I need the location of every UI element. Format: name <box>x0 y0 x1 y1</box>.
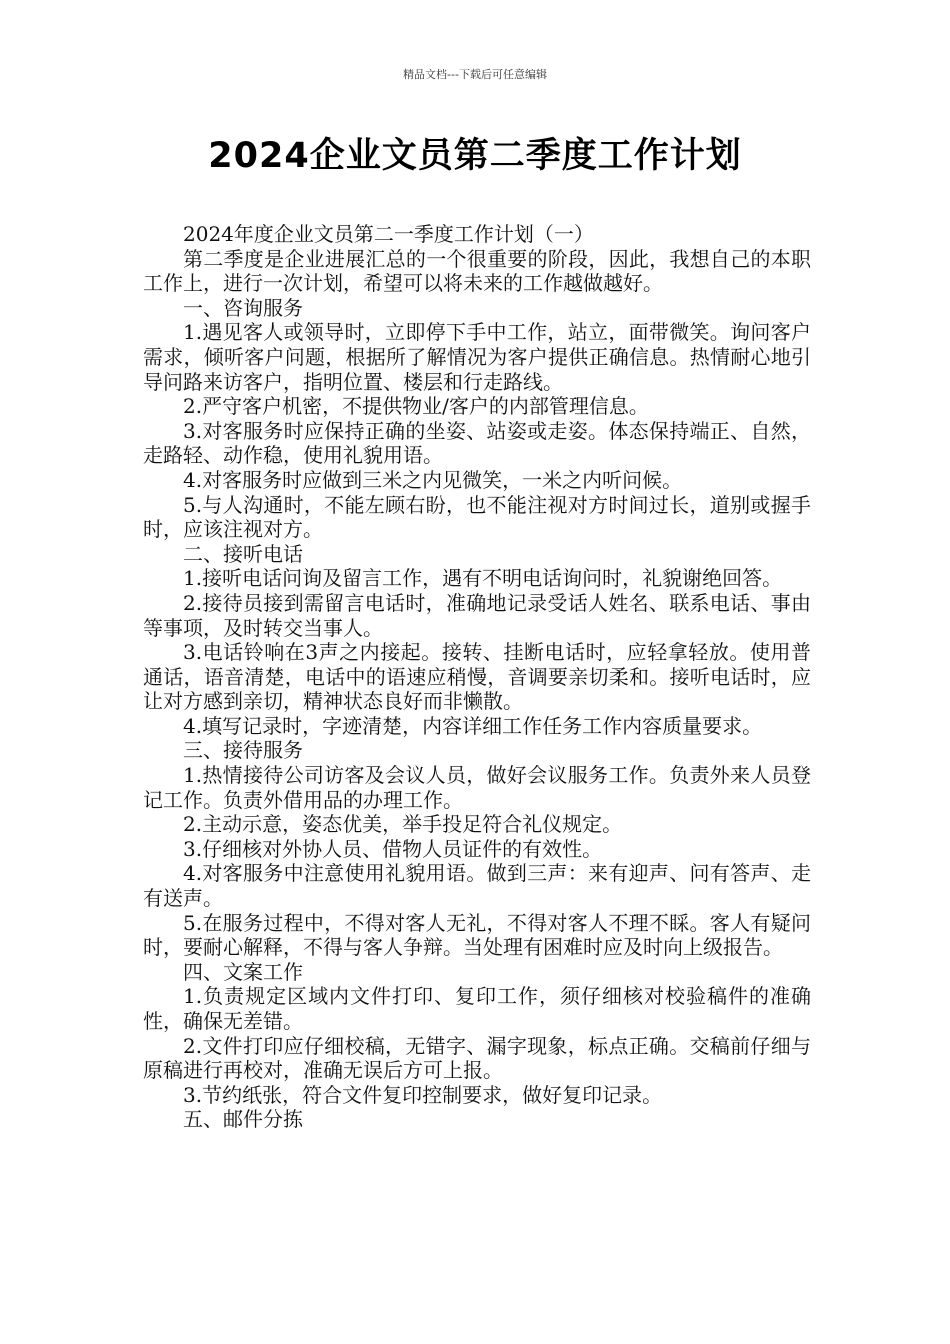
list-item: 3.对客服务时应保持正确的坐姿、站姿或走姿。体态保持端正、自然，走路轻、动作稳，使用礼貌用语。 <box>143 418 811 468</box>
document-body <box>143 222 811 1132</box>
list-item: 3.电话铃响在3声之内接起。接转、挂断电话时，应轻拿轻放。使用普通话，语音清楚，电话中的语速应稍慢，音调要亲切柔和。接听电话时，应让对方感到亲切，精神状态良好而非懒散。 <box>143 640 811 714</box>
list-item: 4.填写记录时，字迹清楚，内容详细工作任务工作内容质量要求。 <box>183 713 763 738</box>
list-item: 2.文件打印应仔细校稿，无错字、漏字现象，标点正确。交稿前仔细与原稿进行再校对，准确无误后方可上报。 <box>143 1033 811 1083</box>
section-heading-phone: 二、接听电话 <box>183 541 303 566</box>
section-heading-mail: 五、邮件分拣 <box>183 1107 303 1132</box>
section-heading-reception: 三、接待服务 <box>183 738 303 763</box>
list-item: 1.热情接待公司访客及会议人员，做好会议服务工作。负责外来人员登记工作。负责外借用品的办理工作。 <box>143 763 811 812</box>
page-title: 2024企业文员第二季度工作计划 <box>208 136 742 176</box>
list-item: 3.节约纸张，符合文件复印控制要求，做好复印记录。 <box>183 1082 663 1107</box>
list-item: 2.严守客户机密，不提供物业/客户的内部管理信息。 <box>183 394 649 419</box>
list-item: 1.负责规定区域内文件打印、复印工作，须仔细核对校验稿件的准确性，确保无差错。 <box>143 984 811 1033</box>
header-note: 精品文档---下载后可任意编辑 <box>403 68 547 81</box>
list-item: 4.对客服务中注意使用礼貌用语。做到三声：来有迎声、问有答声、走有送声。 <box>143 861 811 911</box>
intro-paragraph: 第二季度是企业进展汇总的一个很重要的阶段，因此，我想自己的本职工作上，进行一次计划，希望可以将未来的工作越做越好。 <box>143 246 811 296</box>
list-item: 1.接听电话问询及留言工作，遇有不明电话询问时，礼貌谢绝回答。 <box>183 566 783 591</box>
section-heading-copywork: 四、文案工作 <box>183 959 303 984</box>
doc-subtitle: 2024年度企业文员第二一季度工作计划（一） <box>183 222 594 246</box>
list-item: 4.对客服务时应做到三米之内见微笑，一米之内听问候。 <box>183 467 683 492</box>
list-item: 5.与人沟通时，不能左顾右盼，也不能注视对方时间过长，道别或握手时，应该注视对方。 <box>143 492 811 542</box>
list-item: 2.接待员接到需留言电话时，准确地记录受话人姓名、联系电话、事由等事项，及时转交当事人。 <box>143 590 811 640</box>
list-item: 5.在服务过程中，不得对客人无礼，不得对客人不理不睬。客人有疑问时，要耐心解释，不得与客人争辩。当处理有困难时应及时向上级报告。 <box>143 910 811 960</box>
list-item: 3.仔细核对外协人员、借物人员证件的有效性。 <box>183 836 603 861</box>
list-item: 2.主动示意，姿态优美，举手投足符合礼仪规定。 <box>183 812 623 837</box>
section-heading-consulting: 一、咨询服务 <box>183 295 303 320</box>
list-item: 1.遇见客人或领导时，立即停下手中工作，站立，面带微笑。询问客户需求，倾听客户问题，根据所了解情况为客户提供正确信息。热情耐心地引导问路来访客户，指明位置、楼层和行走路线。 <box>143 320 811 394</box>
